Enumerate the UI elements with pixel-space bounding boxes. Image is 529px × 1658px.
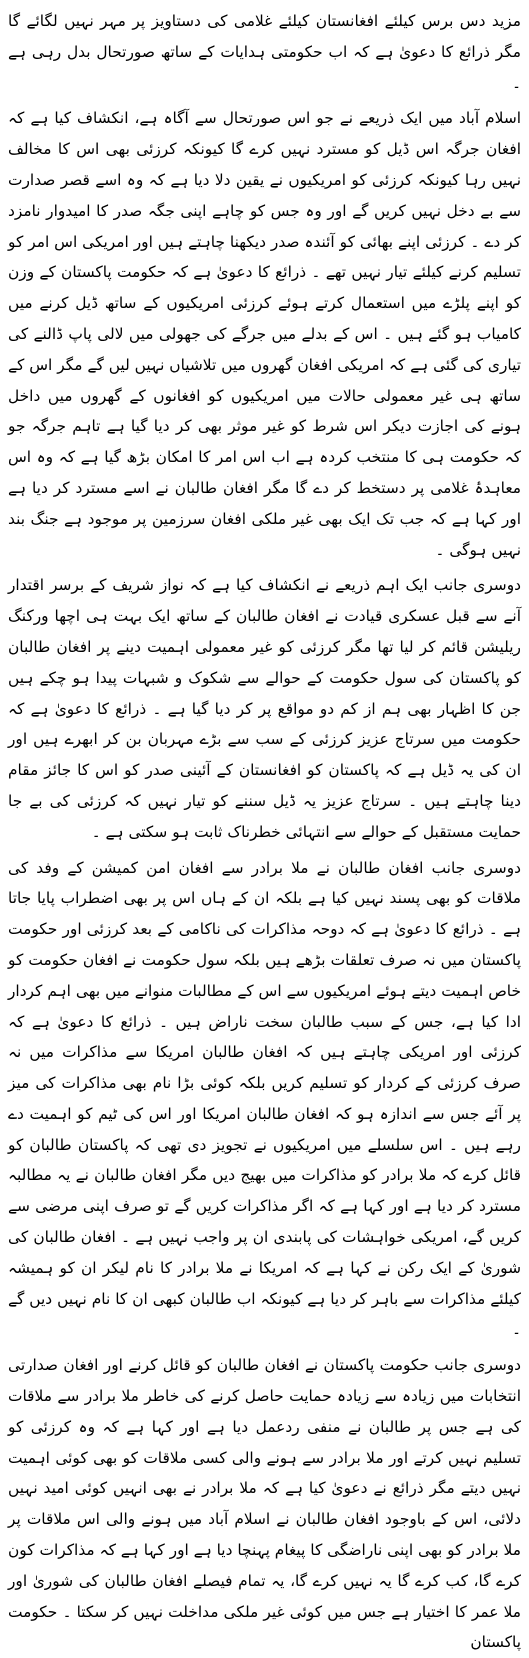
article-paragraph-1: مزید دس برس کیلئے افغانستان کیلئے غلامی کی دستاویز پر مہر نہیں لگائے گا مگر ذرائع کا دعویٰ ہے کہ اب حکومتی ہدایات کے ساتھ صورتحال بدل رہی ہے ۔ bbox=[8, 12, 521, 92]
article-paragraph-2: اسلام آباد میں ایک ذریعے نے جو اس صورتحال سے آگاہ ہے، انکشاف کیا ہے کہ افغان جرگہ اس ڈیل کو مسترد نہیں کرے گا کیونکہ کرزئی بھی اس کا مخالف نہیں رہا کیونکہ کرزئی کو امریکیوں نے یقین دلا دیا ہے کہ وہ اسے قصر صدارت سے بے دخل نہیں کریں گے اور وہ جس کو چاہے اپنی جگہ صدر کا امیدوار نامزد کر دے ۔ کرزئی اپنے بھائی کو آئندہ صدر دیکھنا چاہتے ہیں اور امریکی اس امر کو تسلیم کرنے کیلئے تیار نہیں تھے ۔ ذرائع کا دعویٰ ہے کہ حکومت پاکستان کے وزن کو اپنے پلڑے میں استعمال کرتے ہوئے کرزئی امریکیوں کے ساتھ ڈیل کرنے میں کامیاب ہو گئے ہیں ۔ اس کے بدلے میں جرگے کی جھولی میں لالی پاپ ڈالنے کی تیاری کی گئی ہے کہ امریکی افغان گھروں میں تلاشیاں نہیں لیں گے مگر اس کے ساتھ ہی غیر معمولی حالات میں امریکیوں کو افغانوں کے گھروں میں داخل ہونے کی اجازت دیکر اس شرط کو غیر موثر بھی کر دیا گیا ہے تاہم جرگہ جو کہ حکومت ہی کا منتخب کردہ ہے اب اس امر کا امکان بڑھ گیا ہے کہ وہ اس معاہدۂ غلامی پر دستخط کر دے گا مگر افغان طالبان نے اسے مسترد کر دیا ہے اور کہا ہے کہ جب تک ایک بھی غیر ملکی افغان سرزمین پر موجود ہے جنگ بند نہیں ہوگی ۔ bbox=[8, 109, 521, 559]
article-paragraph-4: دوسری جانب افغان طالبان نے ملا برادر سے افغان امن کمیشن کے وفد کی ملاقات کو بھی پسند نہیں کیا ہے بلکہ ان کے ہاں اس پر بھی اضطراب پایا جاتا ہے ۔ ذرائع کا دعویٰ ہے کہ دوحہ مذاکرات کی ناکامی کے بعد کرزئی اور حکومت پاکستان میں نہ صرف تعلقات بڑھے ہیں بلکہ سول حکومت نے افغان حکومت کو خاص اہمیت دیتے ہوئے امریکیوں سے اس کے مطالبات منوانے میں بھی اہم کردار ادا کیا ہے، جس کے سبب طالبان سخت ناراض ہیں ۔ ذرائع کا دعویٰ ہے کہ کرزئی اور امریکی چاہتے ہیں کہ افغان طالبان امریکا سے مذاکرات میں نہ صرف کرزئی کے کردار کو تسلیم کریں بلکہ کوئی بڑا نام بھی مذاکرات کی میز پر آئے جس سے اندازہ ہو کہ افغان طالبان امریکا اور اس کی ٹیم کو اہمیت دے رہے ہیں ۔ اس سلسلے میں امریکیوں نے تجویز دی تھی کہ پاکستان طالبان کو قائل کرے کہ ملا برادر کو مذاکرات میں بھیج دیں مگر افغان طالبان نے یہ مطالبہ مسترد کر دیا ہے اور کہا ہے کہ اگر مذاکرات کریں گے تو صرف اپنی مرضی سے کریں گے، امریکی خواہشات کی پابندی ان پر واجب نہیں ہے ۔ افغان طالبان کی شوریٰ کے ایک رکن نے کہا ہے کہ امریکا نے ملا برادر کا نام لیکر ان کو ہمیشہ کیلئے مذاکرات سے باہر کر دیا ہے کیونکہ اب طالبان کبھی ان کا نام نہیں دیں گے ۔ bbox=[8, 858, 521, 1339]
article-paragraph-3: دوسری جانب ایک اہم ذریعے نے انکشاف کیا ہے کہ نواز شریف کے برسر اقتدار آنے سے قبل عسکری قیادت نے افغان طالبان کے ساتھ ایک بہت ہی اچھا ورکنگ ریلیشن قائم کر لیا تھا مگر کرزئی کو غیر معمولی اہمیت دینے پر افغان طالبان کو پاکستان کی سول حکومت کے حوالے سے شکوک و شبہات پیدا ہو چکے ہیں جن کا اظہار بھی ہم از کم دو مواقع پر کر دیا گیا ہے ۔ ذرائع کا دعویٰ ہے کہ حکومت میں سرتاج عزیز کرزئی کے سب سے بڑے مہربان بن کر ابھرے ہیں اور ان کی یہ ڈیل ہے کہ پاکستان کو افغانستان کے آئینی صدر کو اس کا جائز مقام دینا چاہتے ہیں ۔ سرتاج عزیز یہ ڈیل سننے کو تیار نہیں کہ کرزئی کی بے جا حمایت مستقبل کے حوالے سے انتہائی خطرناک ثابت ہو سکتی ہے ۔ bbox=[8, 576, 521, 841]
article-paragraph-5: دوسری جانب حکومت پاکستان نے افغان طالبان کو قائل کرنے اور افغان صدارتی انتخابات میں زیادہ سے زیادہ حمایت حاصل کرنے کی خاطر ملا برادر سے ملاقات کی ہے جس پر طالبان نے منفی ردعمل دیا ہے اور کہا ہے کہ وہ کرزئی کو تسلیم نہیں کرتے اور ملا برادر سے ہونے والی کسی ملاقات کو بھی کوئی اہمیت نہیں دیتے مگر ذرائع نے دعویٰ کیا ہے کہ ملا برادر نے بھی انہیں کوئی امید نہیں دلائی، اس کے باوجود افغان طالبان نے اسلام آباد میں ہونے والی اس ملاقات پر ملا برادر کو بھی اپنی ناراضگی کا پیغام پہنچا دیا ہے اور کہا ہے کہ مذاکرات کون کرے گا، کب کرے گا یہ نہیں کرے گا، یہ تمام فیصلے افغان طالبان کی شوریٰ اور ملا عمر کا اختیار ہے جس میں کوئی غیر ملکی مداخلت نہیں کر سکتا ۔ حکومت پاکستان bbox=[8, 1356, 521, 1652]
